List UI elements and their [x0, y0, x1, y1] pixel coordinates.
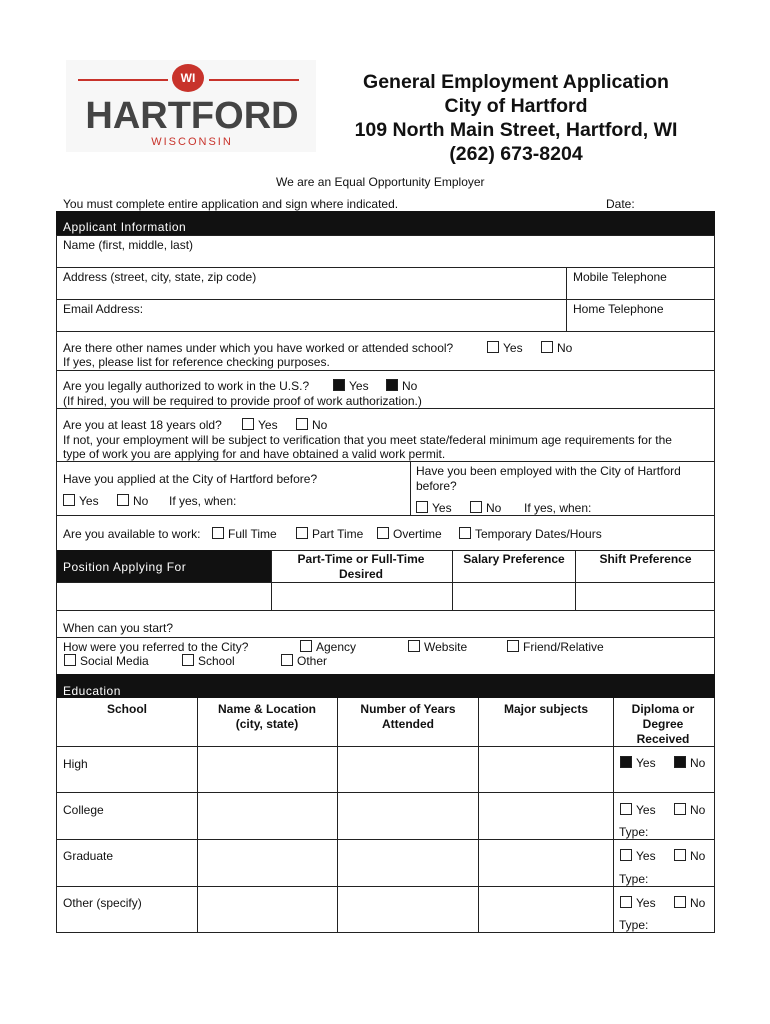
option-label: No: [690, 849, 706, 863]
graduate-diploma-yes[interactable]: [620, 849, 656, 863]
name-location-column-header: Name & Location (city, state): [217, 702, 316, 731]
checkbox[interactable]: [674, 756, 686, 768]
date-label: Date:: [606, 197, 635, 211]
title-line: (262) 673-8204: [449, 143, 583, 165]
employed-before-question: Have you been employed with the City of Hartford: [416, 464, 681, 478]
checkbox[interactable]: [674, 803, 686, 815]
hartford-logo: [66, 60, 316, 152]
salary-field[interactable]: [453, 583, 575, 610]
other-diploma-no[interactable]: [674, 896, 705, 910]
checkbox[interactable]: [459, 527, 471, 539]
edu-row-label: College: [63, 803, 104, 817]
section-title: Position Applying For: [63, 560, 187, 574]
authorized-question: Are you legally authorized to work in the U.S.?: [63, 379, 310, 393]
checkbox[interactable]: [182, 654, 194, 666]
other-names-question: Are there other names under which you have worked or attended school?: [63, 341, 454, 355]
checkbox[interactable]: [620, 896, 632, 908]
other-diploma-yes[interactable]: [620, 896, 656, 910]
edu-row-label: High: [63, 757, 88, 771]
social-media-option[interactable]: [64, 654, 149, 668]
school-option[interactable]: [182, 654, 235, 668]
website-option[interactable]: [408, 640, 467, 654]
age-note-line1: If not, your employment will be subject to verification that you meet state/federal minimum age requirements for the: [63, 433, 672, 447]
employed-no[interactable]: [470, 501, 501, 515]
part-time-option[interactable]: [296, 527, 363, 541]
applied-yes[interactable]: [63, 494, 99, 508]
option-label: Yes: [503, 341, 523, 355]
title-line: 109 North Main Street, Hartford, WI: [354, 119, 678, 141]
option-label: No: [486, 501, 502, 515]
address-label: Address (street, city, state, zip code): [63, 270, 257, 284]
checkbox[interactable]: [541, 341, 553, 353]
checkbox[interactable]: [507, 640, 519, 652]
option-label: Agency: [316, 640, 357, 654]
full-time-option[interactable]: [212, 527, 277, 541]
checkbox[interactable]: [470, 501, 482, 513]
high-diploma-yes[interactable]: [620, 756, 656, 770]
college-diploma-yes[interactable]: [620, 803, 656, 817]
option-label: Yes: [636, 756, 656, 770]
logo-state: WISCONSIN: [151, 136, 233, 148]
age-note-line2: type of work you are applying for and have obtained a valid work permit.: [63, 447, 446, 461]
edu-row-label: Graduate: [63, 849, 114, 863]
section-title: Education: [63, 684, 121, 698]
authorized-yes[interactable]: [333, 379, 369, 393]
high-diploma-no[interactable]: [674, 756, 705, 770]
graduate-diploma-no[interactable]: [674, 849, 705, 863]
major-column-header: Major subjects: [503, 702, 589, 716]
option-label: Website: [424, 640, 468, 654]
education-section-bar: [56, 674, 715, 698]
position-section-bar: [56, 550, 271, 582]
option-label: Social Media: [80, 654, 149, 668]
agency-option[interactable]: [300, 640, 356, 654]
option-label: Yes: [636, 896, 656, 910]
option-label: No: [690, 896, 706, 910]
referred-question: How were you referred to the City?: [63, 640, 249, 654]
checkbox[interactable]: [620, 756, 632, 768]
logo-badge: WI: [172, 64, 204, 92]
checkbox[interactable]: [674, 849, 686, 861]
temporary-option[interactable]: [459, 527, 602, 541]
name-field[interactable]: [56, 235, 715, 268]
employed-before-question-cont: before?: [416, 479, 457, 493]
checkbox[interactable]: [377, 527, 389, 539]
section-title: Applicant Information: [63, 220, 187, 234]
authorized-no[interactable]: [386, 379, 417, 393]
authorized-note: (If hired, you will be required to provide proof of work authorization.): [63, 394, 422, 408]
applied-when-label: If yes, when:: [169, 494, 237, 508]
years-column-header: Number of Years Attended: [360, 702, 456, 731]
checkbox[interactable]: [296, 527, 308, 539]
applicant-section-bar: [56, 211, 715, 235]
salary-column-header: Salary Preference: [463, 552, 565, 566]
option-label: No: [312, 418, 328, 432]
checkbox[interactable]: [117, 494, 129, 506]
parttime-column-header: Part-Time or Full-Time Desired: [297, 552, 425, 581]
employed-when-label: If yes, when:: [524, 501, 592, 515]
school-column-header: School: [106, 702, 147, 716]
friend-option[interactable]: [507, 640, 604, 654]
checkbox[interactable]: [416, 501, 428, 513]
position-field[interactable]: [57, 583, 271, 610]
option-label: Overtime: [393, 527, 442, 541]
option-label: No: [133, 494, 149, 508]
other-option[interactable]: [281, 654, 327, 668]
home-phone-field[interactable]: [567, 300, 714, 330]
option-label: Temporary Dates/Hours: [475, 527, 602, 541]
graduate-type-label: Type:: [619, 872, 649, 886]
college-diploma-no[interactable]: [674, 803, 705, 817]
checkbox[interactable]: [281, 654, 293, 666]
checkbox[interactable]: [63, 494, 75, 506]
age-yes[interactable]: [242, 418, 278, 432]
checkbox[interactable]: [620, 849, 632, 861]
option-label: Full Time: [228, 527, 277, 541]
parttime-field[interactable]: [272, 583, 452, 610]
other-type-label: Type:: [619, 918, 649, 932]
edu-row-label: Other (specify): [63, 896, 142, 910]
option-label: Yes: [258, 418, 278, 432]
option-label: Other: [297, 654, 328, 668]
shift-field[interactable]: [576, 583, 714, 610]
document-title: [336, 70, 696, 166]
other-names-yes[interactable]: [487, 341, 523, 355]
checkbox[interactable]: [408, 640, 420, 652]
name-label: Name (first, middle, last): [63, 238, 194, 252]
option-label: Yes: [432, 501, 452, 515]
address-field[interactable]: [57, 268, 566, 299]
mobile-field[interactable]: [567, 268, 714, 299]
checkbox[interactable]: [300, 640, 312, 652]
option-label: No: [690, 803, 706, 817]
title-line: City of Hartford: [444, 95, 588, 117]
option-label: Yes: [349, 379, 369, 393]
option-label: Yes: [636, 803, 656, 817]
shift-column-header: Shift Preference: [599, 552, 692, 566]
checkbox[interactable]: [296, 418, 308, 430]
option-label: Yes: [79, 494, 99, 508]
option-label: No: [402, 379, 418, 393]
diploma-column-header: Diploma or Degree Received: [631, 702, 695, 746]
email-label: Email Address:: [63, 302, 144, 316]
title-line: General Employment Application: [363, 71, 669, 93]
checkbox[interactable]: [64, 654, 76, 666]
mobile-label: Mobile Telephone: [573, 270, 667, 284]
option-label: No: [557, 341, 573, 355]
option-label: No: [690, 756, 706, 770]
checkbox[interactable]: [620, 803, 632, 815]
college-type-label: Type:: [619, 825, 649, 839]
other-names-no[interactable]: [541, 341, 572, 355]
option-label: Friend/Relative: [523, 640, 604, 654]
overtime-option[interactable]: [377, 527, 442, 541]
email-field[interactable]: [57, 300, 566, 330]
employed-yes[interactable]: [416, 501, 452, 515]
home-phone-label: Home Telephone: [573, 302, 664, 316]
checkbox[interactable]: [674, 896, 686, 908]
checkbox[interactable]: [333, 379, 345, 391]
option-label: School: [198, 654, 235, 668]
option-label: Part Time: [312, 527, 364, 541]
option-label: Yes: [636, 849, 656, 863]
instruction-text: You must complete entire application and sign where indicated.: [63, 197, 399, 211]
age-question: Are you at least 18 years old?: [63, 418, 222, 432]
checkbox[interactable]: [242, 418, 254, 430]
age-no[interactable]: [296, 418, 327, 432]
available-question: Are you available to work:: [63, 527, 201, 541]
applied-before-question: Have you applied at the City of Hartford before?: [63, 472, 318, 486]
other-names-note: If yes, please list for reference checking purposes.: [63, 355, 330, 369]
eoe-statement: We are an Equal Opportunity Employer: [276, 175, 485, 189]
logo-name: HARTFORD: [85, 95, 299, 137]
applied-no[interactable]: [117, 494, 148, 508]
checkbox[interactable]: [212, 527, 224, 539]
start-question: When can you start?: [63, 621, 174, 635]
checkbox[interactable]: [386, 379, 398, 391]
checkbox[interactable]: [487, 341, 499, 353]
